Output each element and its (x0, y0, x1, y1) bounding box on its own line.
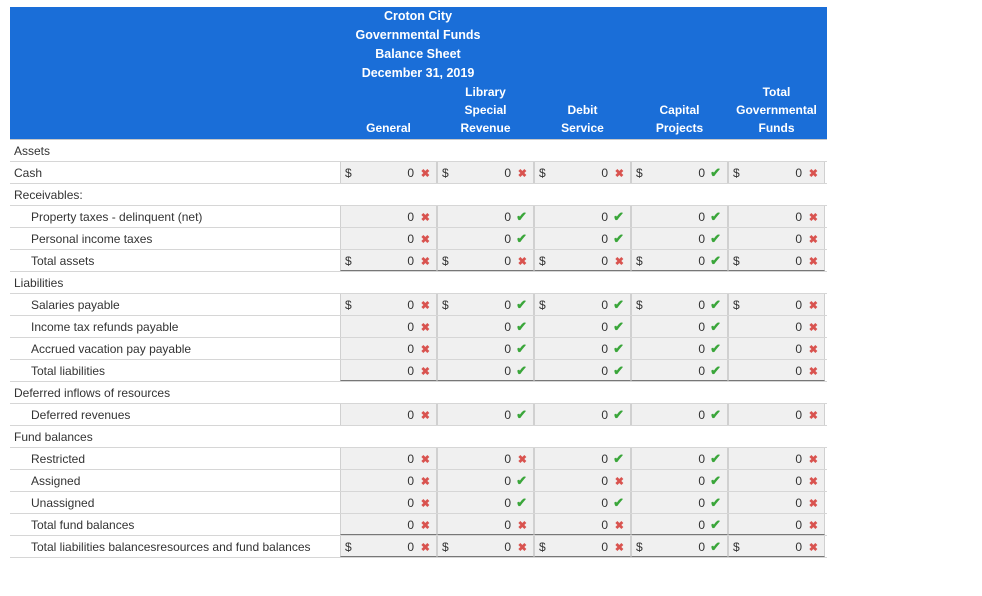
amount-value: 0 (407, 452, 414, 466)
check-icon (710, 404, 721, 426)
cross-icon (809, 250, 818, 273)
amount-value: 0 (698, 298, 705, 312)
title-line: Balance Sheet (375, 47, 461, 61)
column-header-line: Projects (655, 121, 704, 135)
row-label: Fund balances (14, 430, 93, 444)
amount-input-capital-projects[interactable] (631, 228, 728, 249)
column-header-total-governmental-funds (728, 83, 825, 137)
amount-input-capital-projects[interactable] (631, 338, 728, 359)
table-row (10, 404, 827, 426)
cross-icon (809, 514, 818, 537)
cross-icon (421, 316, 430, 339)
amount-input-library-special-revenue[interactable] (437, 514, 534, 535)
amount-value: 0 (698, 540, 705, 554)
cross-icon (421, 448, 430, 471)
currency-symbol: $ (636, 254, 643, 268)
table-row (10, 536, 827, 558)
check-icon (710, 316, 721, 338)
check-icon (710, 206, 721, 228)
currency-symbol: $ (636, 540, 643, 554)
amount-input-library-special-revenue[interactable] (437, 228, 534, 249)
amount-input-total-governmental-funds[interactable] (728, 404, 825, 425)
amount-input-capital-projects[interactable] (631, 316, 728, 337)
amount-input-general[interactable] (340, 294, 437, 315)
amount-input-capital-projects[interactable] (631, 162, 728, 183)
cross-icon (809, 316, 818, 339)
amount-input-debit-service[interactable] (534, 404, 631, 425)
check-icon (710, 470, 721, 492)
check-icon (710, 536, 721, 558)
cross-icon (809, 448, 818, 471)
cross-icon (809, 338, 818, 361)
currency-symbol: $ (733, 254, 740, 268)
column-header-capital-projects (631, 101, 728, 137)
amount-value: 0 (601, 320, 608, 334)
check-icon (516, 338, 527, 360)
amount-input-general[interactable] (340, 316, 437, 337)
currency-symbol: $ (345, 254, 352, 268)
amount-input-general[interactable] (340, 514, 437, 535)
amount-value: 0 (795, 408, 802, 422)
amount-input-debit-service[interactable] (534, 448, 631, 469)
check-icon (613, 492, 624, 514)
amount-value: 0 (407, 320, 414, 334)
column-header-line: Funds (758, 121, 795, 135)
cross-icon (615, 162, 624, 185)
amount-value: 0 (795, 364, 802, 378)
amount-value: 0 (407, 474, 414, 488)
row-label: Personal income taxes (31, 232, 153, 246)
amount-value: 0 (504, 298, 511, 312)
amount-input-debit-service[interactable] (534, 536, 631, 557)
sheet-body (10, 140, 827, 558)
amount-input-general[interactable] (340, 448, 437, 469)
cross-icon (809, 162, 818, 185)
amount-value: 0 (601, 342, 608, 356)
table-row (10, 338, 827, 360)
amount-input-debit-service[interactable] (534, 228, 631, 249)
amount-input-capital-projects[interactable] (631, 514, 728, 535)
amount-value: 0 (601, 540, 608, 554)
amount-value: 0 (601, 254, 608, 268)
cross-icon (421, 360, 430, 383)
amount-input-capital-projects[interactable] (631, 206, 728, 227)
table-row (10, 250, 827, 272)
check-icon (710, 492, 721, 514)
amount-input-total-governmental-funds[interactable] (728, 492, 825, 513)
cross-icon (421, 206, 430, 229)
amount-value: 0 (795, 166, 802, 180)
cross-icon (809, 536, 818, 559)
amount-input-total-governmental-funds[interactable] (728, 536, 825, 557)
cross-icon (809, 360, 818, 383)
amount-value: 0 (407, 254, 414, 268)
cross-icon (809, 206, 818, 229)
amount-value: 0 (504, 518, 511, 532)
amount-input-debit-service[interactable] (534, 206, 631, 227)
check-icon (516, 316, 527, 338)
amount-value: 0 (504, 166, 511, 180)
amount-input-library-special-revenue[interactable] (437, 492, 534, 513)
row-label: Assigned (31, 474, 81, 488)
amount-input-general[interactable] (340, 162, 437, 183)
currency-symbol: $ (442, 254, 449, 268)
currency-symbol: $ (345, 298, 352, 312)
row-label: Receivables: (14, 188, 83, 202)
amount-input-total-governmental-funds[interactable] (728, 206, 825, 227)
check-icon (516, 360, 527, 382)
table-row (10, 492, 827, 514)
row-label: Income tax refunds payable (31, 320, 179, 334)
amount-value: 0 (698, 210, 705, 224)
amount-input-general[interactable] (340, 360, 437, 381)
cross-icon (518, 448, 527, 471)
check-icon (613, 448, 624, 470)
amount-value: 0 (504, 232, 511, 246)
check-icon (613, 228, 624, 250)
cross-icon (421, 162, 430, 185)
currency-symbol: $ (539, 254, 546, 268)
check-icon (710, 514, 721, 536)
cross-icon (518, 514, 527, 537)
row-label: Assets (14, 144, 51, 158)
amount-input-total-governmental-funds[interactable] (728, 294, 825, 315)
currency-symbol: $ (345, 540, 352, 554)
amount-input-general[interactable] (340, 404, 437, 425)
amount-input-library-special-revenue[interactable] (437, 162, 534, 183)
amount-input-library-special-revenue[interactable] (437, 536, 534, 557)
amount-value: 0 (698, 364, 705, 378)
currency-symbol: $ (539, 166, 546, 180)
amount-input-total-governmental-funds[interactable] (728, 514, 825, 535)
cross-icon (421, 492, 430, 515)
amount-value: 0 (601, 232, 608, 246)
currency-symbol: $ (733, 298, 740, 312)
column-header-line: Revenue (460, 121, 511, 135)
amount-input-library-special-revenue[interactable] (437, 316, 534, 337)
currency-symbol: $ (636, 166, 643, 180)
cross-icon (518, 536, 527, 559)
amount-input-general[interactable] (340, 492, 437, 513)
amount-value: 0 (795, 342, 802, 356)
amount-value: 0 (795, 210, 802, 224)
amount-input-debit-service[interactable] (534, 338, 631, 359)
column-header-line: Total (762, 85, 791, 99)
amount-input-total-governmental-funds[interactable] (728, 250, 825, 271)
cross-icon (421, 404, 430, 427)
cross-icon (809, 294, 818, 317)
check-icon (516, 404, 527, 426)
check-icon (516, 470, 527, 492)
check-icon (710, 448, 721, 470)
amount-input-library-special-revenue[interactable] (437, 250, 534, 271)
amount-value: 0 (407, 496, 414, 510)
amount-value: 0 (601, 496, 608, 510)
sheet-title (333, 7, 503, 83)
table-row (10, 470, 827, 492)
table-row (10, 294, 827, 316)
amount-input-capital-projects[interactable] (631, 404, 728, 425)
cross-icon (809, 492, 818, 515)
table-row (10, 162, 827, 184)
amount-value: 0 (504, 364, 511, 378)
amount-value: 0 (504, 254, 511, 268)
amount-value: 0 (601, 298, 608, 312)
check-icon (613, 294, 624, 316)
amount-value: 0 (698, 408, 705, 422)
amount-input-total-governmental-funds[interactable] (728, 162, 825, 183)
cross-icon (615, 514, 624, 537)
amount-value: 0 (601, 210, 608, 224)
table-row (10, 448, 827, 470)
amount-value: 0 (407, 298, 414, 312)
amount-input-debit-service[interactable] (534, 360, 631, 381)
amount-input-debit-service[interactable] (534, 250, 631, 271)
amount-input-debit-service[interactable] (534, 294, 631, 315)
amount-value: 0 (601, 166, 608, 180)
row-label: Salaries payable (31, 298, 120, 312)
balance-sheet (10, 7, 827, 558)
title-line: Croton City (383, 9, 453, 23)
column-header-line: General (366, 121, 411, 135)
amount-value: 0 (407, 540, 414, 554)
amount-value: 0 (698, 496, 705, 510)
amount-input-total-governmental-funds[interactable] (728, 470, 825, 491)
amount-input-library-special-revenue[interactable] (437, 404, 534, 425)
row-label: Property taxes - delinquent (net) (31, 210, 203, 224)
amount-input-capital-projects[interactable] (631, 536, 728, 557)
check-icon (516, 294, 527, 316)
currency-symbol: $ (733, 540, 740, 554)
check-icon (710, 338, 721, 360)
amount-input-library-special-revenue[interactable] (437, 360, 534, 381)
currency-symbol: $ (442, 298, 449, 312)
amount-input-total-governmental-funds[interactable] (728, 360, 825, 381)
column-header-line: Governmental (736, 103, 817, 117)
cross-icon (421, 536, 430, 559)
amount-value: 0 (504, 210, 511, 224)
row-label: Total liabilities balancesresources and fund balances (31, 540, 311, 554)
currency-symbol: $ (539, 298, 546, 312)
cross-icon (615, 250, 624, 273)
cross-icon (421, 250, 430, 273)
title-line: December 31, 2019 (361, 66, 475, 80)
currency-symbol: $ (442, 540, 449, 554)
row-label: Cash (14, 166, 43, 180)
column-header-line: Library (465, 85, 506, 99)
amount-input-debit-service[interactable] (534, 316, 631, 337)
amount-value: 0 (504, 496, 511, 510)
amount-input-debit-service[interactable] (534, 514, 631, 535)
amount-value: 0 (407, 166, 414, 180)
amount-input-capital-projects[interactable] (631, 250, 728, 271)
amount-value: 0 (504, 540, 511, 554)
column-header-line: Service (561, 121, 604, 135)
amount-value: 0 (795, 496, 802, 510)
row-label: Unassigned (31, 496, 95, 510)
row-label: Deferred revenues (31, 408, 131, 422)
check-icon (613, 360, 624, 382)
amount-value: 0 (504, 474, 511, 488)
amount-input-general[interactable] (340, 536, 437, 557)
amount-input-total-governmental-funds[interactable] (728, 338, 825, 359)
amount-value: 0 (795, 254, 802, 268)
cross-icon (809, 404, 818, 427)
amount-input-capital-projects[interactable] (631, 448, 728, 469)
table-row (10, 206, 827, 228)
amount-input-library-special-revenue[interactable] (437, 338, 534, 359)
section-heading-row (10, 140, 827, 162)
section-heading-row (10, 272, 827, 294)
amount-value: 0 (698, 254, 705, 268)
row-label: Restricted (31, 452, 86, 466)
check-icon (710, 228, 721, 250)
column-header-line: Capital (659, 103, 700, 117)
amount-value: 0 (601, 452, 608, 466)
check-icon (613, 316, 624, 338)
currency-symbol: $ (636, 298, 643, 312)
currency-symbol: $ (539, 540, 546, 554)
row-label: Total assets (31, 254, 95, 268)
amount-value: 0 (698, 166, 705, 180)
amount-input-library-special-revenue[interactable] (437, 206, 534, 227)
amount-value: 0 (407, 342, 414, 356)
cross-icon (615, 536, 624, 559)
amount-value: 0 (698, 474, 705, 488)
amount-input-capital-projects[interactable] (631, 360, 728, 381)
amount-value: 0 (601, 474, 608, 488)
amount-value: 0 (407, 210, 414, 224)
column-header-library-special-revenue (437, 83, 534, 137)
row-label: Deferred inflows of resources (14, 386, 171, 400)
amount-value: 0 (601, 364, 608, 378)
amount-input-debit-service[interactable] (534, 492, 631, 513)
amount-value: 0 (504, 452, 511, 466)
amount-value: 0 (795, 540, 802, 554)
amount-value: 0 (407, 518, 414, 532)
cross-icon (421, 338, 430, 361)
amount-value: 0 (698, 342, 705, 356)
amount-value: 0 (407, 232, 414, 246)
amount-value: 0 (795, 474, 802, 488)
column-header-line: Debit (567, 103, 598, 117)
check-icon (516, 206, 527, 228)
row-label: Total fund balances (31, 518, 135, 532)
amount-input-capital-projects[interactable] (631, 492, 728, 513)
amount-input-debit-service[interactable] (534, 162, 631, 183)
amount-value: 0 (795, 320, 802, 334)
cross-icon (809, 228, 818, 251)
column-header-line: Special (464, 103, 507, 117)
cross-icon (421, 228, 430, 251)
cross-icon (518, 250, 527, 273)
amount-input-general[interactable] (340, 250, 437, 271)
amount-input-library-special-revenue[interactable] (437, 294, 534, 315)
cross-icon (421, 294, 430, 317)
column-header-debit-service (534, 101, 631, 137)
table-row (10, 360, 827, 382)
amount-input-general[interactable] (340, 228, 437, 249)
amount-value: 0 (504, 408, 511, 422)
amount-value: 0 (795, 232, 802, 246)
row-label: Accrued vacation pay payable (31, 342, 192, 356)
amount-input-general[interactable] (340, 338, 437, 359)
amount-input-library-special-revenue[interactable] (437, 470, 534, 491)
amount-value: 0 (407, 364, 414, 378)
check-icon (516, 228, 527, 250)
cross-icon (518, 162, 527, 185)
currency-symbol: $ (345, 166, 352, 180)
cross-icon (421, 514, 430, 537)
check-icon (710, 250, 721, 272)
check-icon (613, 206, 624, 228)
amount-input-general[interactable] (340, 206, 437, 227)
amount-value: 0 (601, 408, 608, 422)
section-heading-row (10, 426, 827, 448)
column-header-general (340, 119, 437, 137)
table-row (10, 228, 827, 250)
check-icon (710, 162, 721, 184)
cross-icon (809, 470, 818, 493)
amount-input-total-governmental-funds[interactable] (728, 448, 825, 469)
amount-value: 0 (407, 408, 414, 422)
amount-value: 0 (698, 518, 705, 532)
check-icon (710, 360, 721, 382)
sheet-header (10, 7, 827, 140)
cross-icon (421, 470, 430, 493)
check-icon (613, 404, 624, 426)
amount-input-debit-service[interactable] (534, 470, 631, 491)
currency-symbol: $ (733, 166, 740, 180)
amount-input-capital-projects[interactable] (631, 470, 728, 491)
row-label: Total liabilities (31, 364, 106, 378)
currency-symbol: $ (442, 166, 449, 180)
amount-input-library-special-revenue[interactable] (437, 448, 534, 469)
table-row (10, 514, 827, 536)
amount-value: 0 (504, 320, 511, 334)
check-icon (710, 294, 721, 316)
amount-input-general[interactable] (340, 470, 437, 491)
cross-icon (615, 470, 624, 493)
section-heading-row (10, 184, 827, 206)
title-line: Governmental Funds (355, 28, 481, 42)
amount-value: 0 (504, 342, 511, 356)
check-icon (613, 338, 624, 360)
table-row (10, 316, 827, 338)
amount-value: 0 (795, 298, 802, 312)
section-heading-row (10, 382, 827, 404)
amount-value: 0 (795, 452, 802, 466)
amount-value: 0 (698, 452, 705, 466)
amount-value: 0 (698, 320, 705, 334)
check-icon (516, 492, 527, 514)
amount-value: 0 (698, 232, 705, 246)
amount-input-total-governmental-funds[interactable] (728, 316, 825, 337)
amount-value: 0 (795, 518, 802, 532)
row-label: Liabilities (14, 276, 64, 290)
amount-value: 0 (601, 518, 608, 532)
amount-input-total-governmental-funds[interactable] (728, 228, 825, 249)
amount-input-capital-projects[interactable] (631, 294, 728, 315)
